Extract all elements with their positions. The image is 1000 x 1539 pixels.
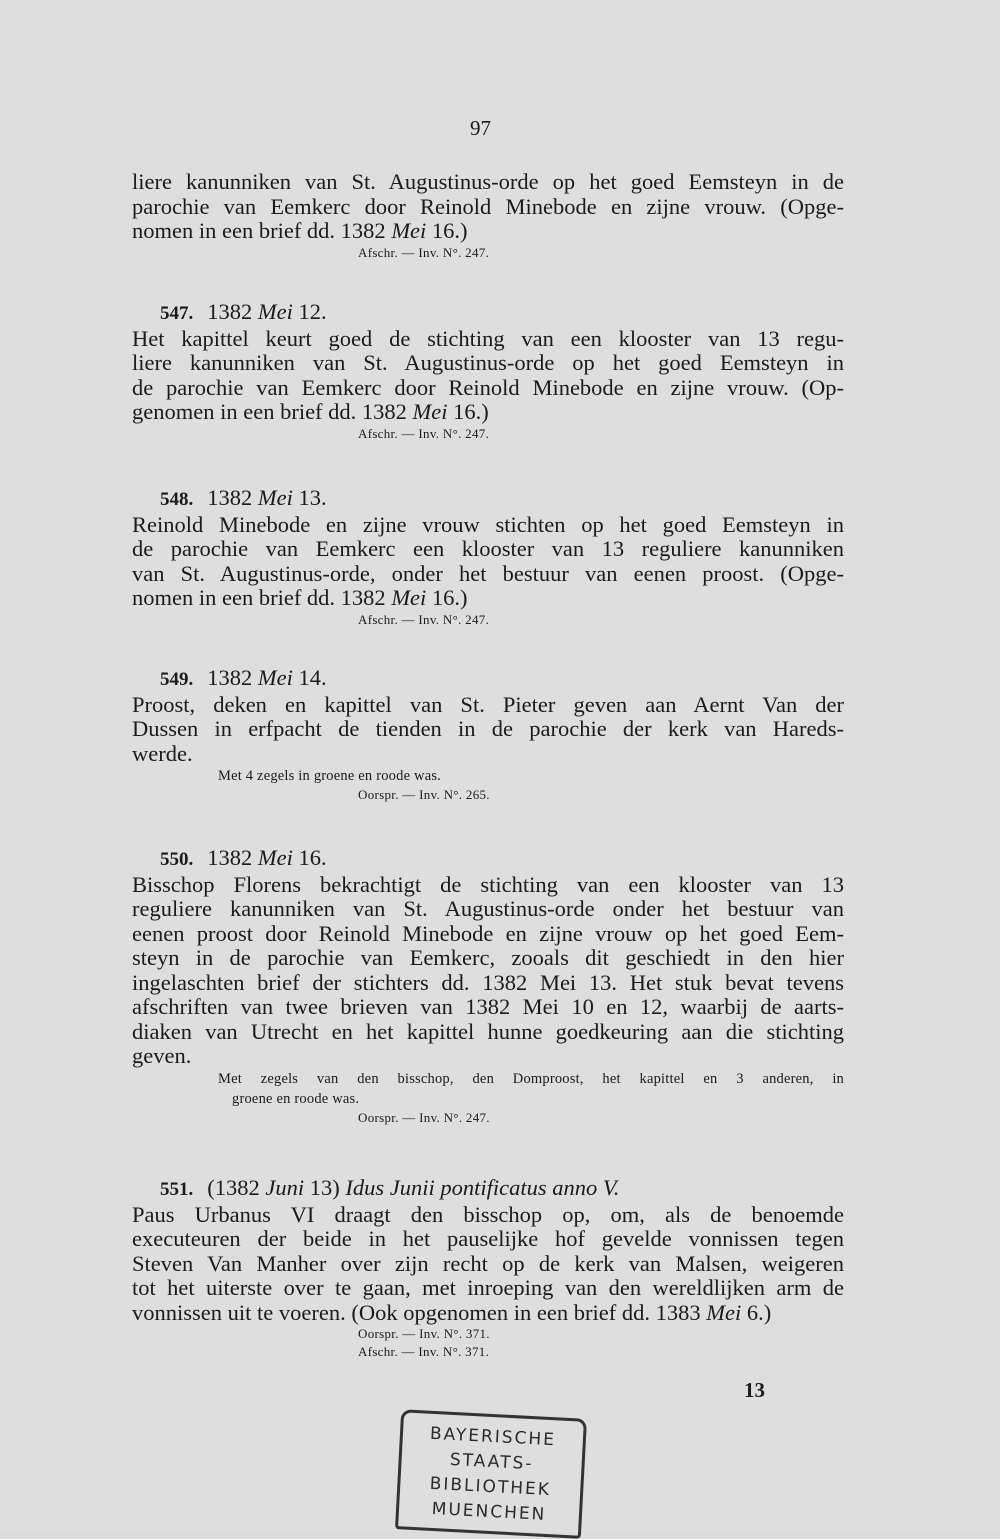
entry-heading: 548. 1382 Mei 13. bbox=[160, 485, 327, 510]
entry-547 bbox=[132, 300, 844, 443]
archive-reference: Afschr. — Inv. N°. 371. bbox=[358, 1344, 490, 1359]
entry-549 bbox=[132, 666, 844, 804]
library-stamp bbox=[395, 1409, 587, 1539]
page-number: 97 bbox=[470, 116, 491, 140]
stamp-line: MUENCHEN bbox=[431, 1498, 547, 1525]
archive-reference: Oorspr. — Inv. N°. 247. bbox=[358, 1109, 490, 1125]
entry-548 bbox=[132, 486, 844, 629]
text-line: nomen in een brief dd. 1382 Mei 16.) bbox=[132, 585, 468, 610]
text-line: tot het uiterste over te gaan, met inroeping van den wereldlijken arm de bbox=[132, 1275, 844, 1300]
text-line: nomen in een brief dd. 1382 Mei 16.) bbox=[132, 218, 468, 243]
entry-continuation bbox=[132, 170, 844, 262]
text-line: liere kanunniken van St. Augustinus-orde op het goed Eemsteyn in bbox=[132, 350, 844, 375]
entry-551 bbox=[132, 1176, 844, 1361]
text-line: geven. bbox=[132, 1043, 192, 1068]
text-line: Reinold Minebode en zijne vrouw stichten op het goed Eemsteyn in bbox=[132, 511, 844, 537]
archive-reference: Afschr. — Inv. N°. 247. bbox=[358, 244, 490, 260]
text-line: parochie van Eemkerc door Reinold Minebode en zijne vrouw. (Opge- bbox=[132, 193, 844, 219]
text-line: de parochie van Eemkerc een klooster van 13 reguliere kanunniken bbox=[132, 536, 844, 561]
entry-heading: 551. (1382 Juni 13) Idus Junii pontificatus anno V. bbox=[160, 1175, 620, 1200]
text-line: Proost, deken en kapittel van St. Pieter geven aan Aernt Van der bbox=[132, 691, 844, 717]
entry-550 bbox=[132, 846, 844, 1127]
text-line: Steven Van Manher over zijn recht op de kerk van Malsen, weigeren bbox=[132, 1250, 844, 1276]
stamp-line: STAATS- bbox=[449, 1449, 534, 1475]
text-line: genomen in een brief dd. 1382 Mei 16.) bbox=[132, 399, 489, 424]
text-line: de parochie van Eemkerc door Reinold Minebode en zijne vrouw. (Op- bbox=[132, 374, 844, 400]
archive-reference: Afschr. — Inv. N°. 247. bbox=[358, 611, 490, 627]
archive-reference: Oorspr. — Inv. N°. 371. bbox=[358, 1326, 490, 1341]
text-line: Het kapittel keurt goed de stichting van een klooster van 13 regu- bbox=[132, 325, 844, 351]
stamp-line: BAYERISCHE bbox=[429, 1423, 557, 1451]
entry-heading: 547. 1382 Mei 12. bbox=[160, 299, 327, 324]
text-line: van St. Augustinus-orde, onder het bestuur van eenen proost. (Opge- bbox=[132, 560, 844, 586]
seal-note: Met zegels van den bisschop, den Domproost, het kapittel en 3 anderen, in bbox=[218, 1070, 844, 1087]
archive-reference: Oorspr. — Inv. N°. 265. bbox=[358, 787, 490, 802]
text-line: diaken van Utrecht en het kapittel hunne goedkeuring aan die stichting bbox=[132, 1018, 844, 1044]
stamp-line: BIBLIOTHEK bbox=[429, 1473, 552, 1501]
seal-note: groene en roode was. bbox=[232, 1090, 360, 1107]
text-line: steyn in de parochie van Eemkerc, zooals dit geschiedt in den hier bbox=[132, 945, 844, 970]
seal-note: Met 4 zegels in groene en roode was. bbox=[218, 768, 442, 784]
entry-heading: 549. 1382 Mei 14. bbox=[160, 665, 327, 690]
text-line: afschriften van twee brieven van 1382 Mei 10 en 12, waarbij de aarts- bbox=[132, 994, 844, 1019]
text-line: executeuren der beide in het pauselijke hof gevelde vonnissen tegen bbox=[132, 1226, 844, 1251]
text-line: Dussen in erfpacht de tienden in de parochie der kerk van Hareds- bbox=[132, 716, 844, 741]
text-line: eenen proost door Reinold Minebode en zijne vrouw op het goed Eem- bbox=[132, 920, 844, 946]
text-line: Paus Urbanus VI draagt den bisschop op, om, als de benoemde bbox=[132, 1201, 844, 1227]
text-line: reguliere kanunniken van St. Augustinus-orde onder het bestuur van bbox=[132, 896, 844, 921]
text-line: ingelaschten brief der stichters dd. 1382 Mei 13. Het stuk bevat tevens bbox=[132, 969, 844, 995]
text-line: vonnissen uit te voeren. (Ook opgenomen in een brief dd. 1383 Mei 6.) bbox=[132, 1299, 772, 1325]
entry-heading: 550. 1382 Mei 16. bbox=[160, 845, 327, 870]
text-line: liere kanunniken van St. Augustinus-orde op het goed Eemsteyn in de bbox=[132, 169, 844, 194]
archive-reference: Afschr. — Inv. N°. 247. bbox=[358, 425, 490, 441]
signature-mark: 13 bbox=[744, 1378, 765, 1402]
text-line: werde. bbox=[132, 740, 193, 766]
text-line: Bisschop Florens bekrachtigt de stichting van een klooster van 13 bbox=[132, 871, 844, 897]
